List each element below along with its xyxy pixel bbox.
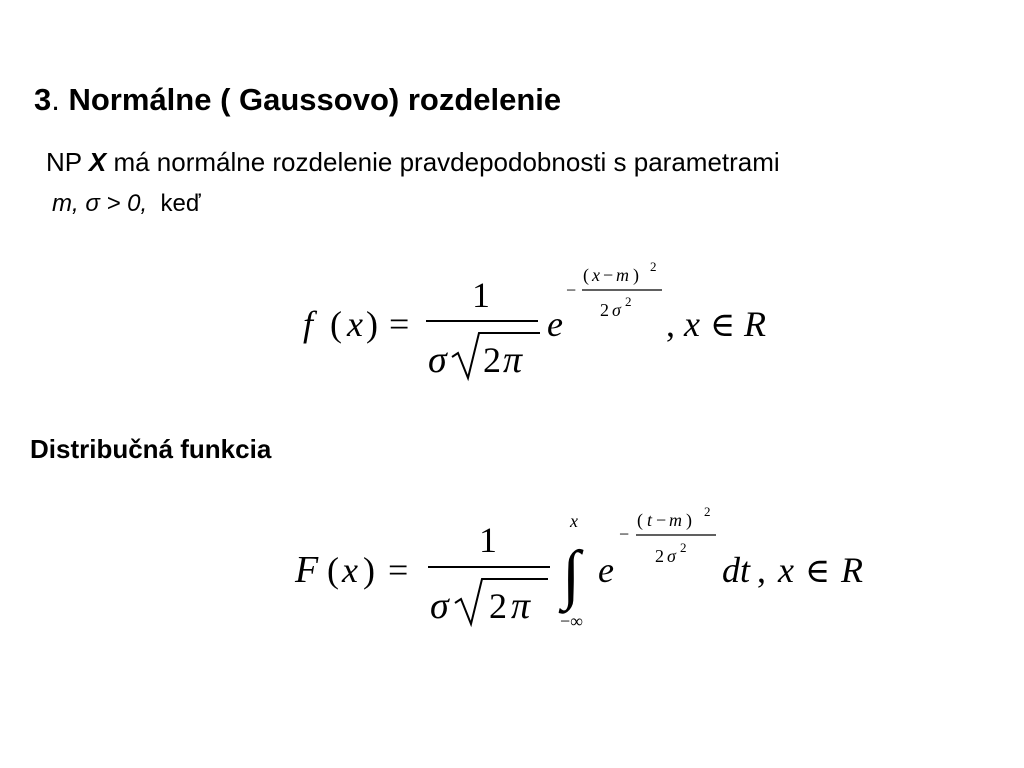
cdf-denominator-sigma: σ (430, 585, 449, 627)
cdf-exp-den-power: 2 (680, 540, 687, 555)
cdf-exp-open: ( (637, 510, 643, 530)
intro-rest: má normálne rozdelenie pravdepodobnosti s parametrami (106, 147, 780, 177)
parameters-suffix: keď (160, 190, 201, 217)
cdf-equals: = (388, 550, 409, 590)
cdf-lhs-F: F (295, 549, 319, 591)
cdf-upper-limit: x (570, 511, 578, 531)
cdf-exp-minus-inner: − (656, 510, 667, 530)
cdf-exp-m: m (669, 510, 682, 530)
title-number: 3 (34, 82, 52, 117)
cdf-denominator-two: 2 (489, 586, 507, 626)
cdf-numerator: 1 (479, 520, 497, 560)
pdf-exp-den-sigma: σ (612, 300, 621, 320)
pdf-tail-R: R (744, 304, 766, 344)
cdf-exp-minus: − (619, 524, 630, 544)
random-variable-x: X (88, 147, 107, 177)
cdf-tail-in: ∈ (805, 553, 831, 590)
parameters: m, σ > 0, (52, 190, 148, 217)
pdf-base-e: e (547, 304, 563, 344)
pdf-exp-den-power: 2 (625, 294, 632, 309)
pdf-lhs-f: f (303, 304, 314, 344)
pdf-equals: = (389, 304, 410, 344)
cdf-denominator-pi: π (511, 585, 531, 627)
intro-prefix: NP (46, 147, 89, 177)
pdf-exp-power: 2 (650, 259, 657, 274)
cdf-exp-den-sigma: σ (667, 546, 676, 566)
pdf-exp-m: m (616, 265, 629, 285)
cdf-base-e: e (598, 550, 614, 590)
pdf-exp-minus-inner: − (603, 265, 614, 285)
cdf-tail-comma: , (757, 550, 766, 590)
cdf-lower-limit: −∞ (560, 611, 583, 631)
pdf-exp-open: ( (583, 265, 589, 285)
title-dot: . (51, 82, 60, 117)
pdf-lhs-paren-close: ) (366, 304, 378, 344)
pdf-exp-den-two: 2 (600, 300, 609, 320)
pdf-denominator-pi: π (503, 339, 523, 381)
cdf-tail-x: x (778, 550, 794, 590)
cdf-lhs-x: x (342, 550, 358, 590)
pdf-exp-minus: − (566, 280, 577, 300)
pdf-numerator: 1 (472, 275, 490, 315)
cdf-integral-sign: ∫ (562, 538, 581, 611)
pdf-lhs-x: x (347, 304, 363, 344)
pdf-exp-close: ) (633, 265, 639, 285)
cdf-heading: Distribučná funkcia (30, 434, 272, 464)
pdf-tail-comma: , (666, 304, 675, 344)
cdf-lhs-paren-open: ( (327, 550, 339, 590)
pdf-tail-in: ∈ (710, 307, 736, 344)
cdf-tail-R: R (841, 550, 863, 590)
pdf-lhs-paren-open: ( (330, 304, 342, 344)
cdf-exp-t: t (647, 510, 653, 530)
title-text: Normálne ( Gaussovo) rozdelenie (59, 82, 562, 117)
cdf-exp-den-two: 2 (655, 546, 664, 566)
pdf-denominator-sigma: σ (428, 339, 447, 381)
cdf-lhs-paren-close: ) (363, 550, 375, 590)
pdf-tail-x: x (684, 304, 700, 344)
pdf-denominator-two: 2 (483, 340, 501, 380)
cdf-dt: dt (722, 550, 751, 590)
pdf-exp-x: x (592, 265, 600, 285)
cdf-exp-power: 2 (704, 504, 711, 519)
cdf-exp-close: ) (686, 510, 692, 530)
